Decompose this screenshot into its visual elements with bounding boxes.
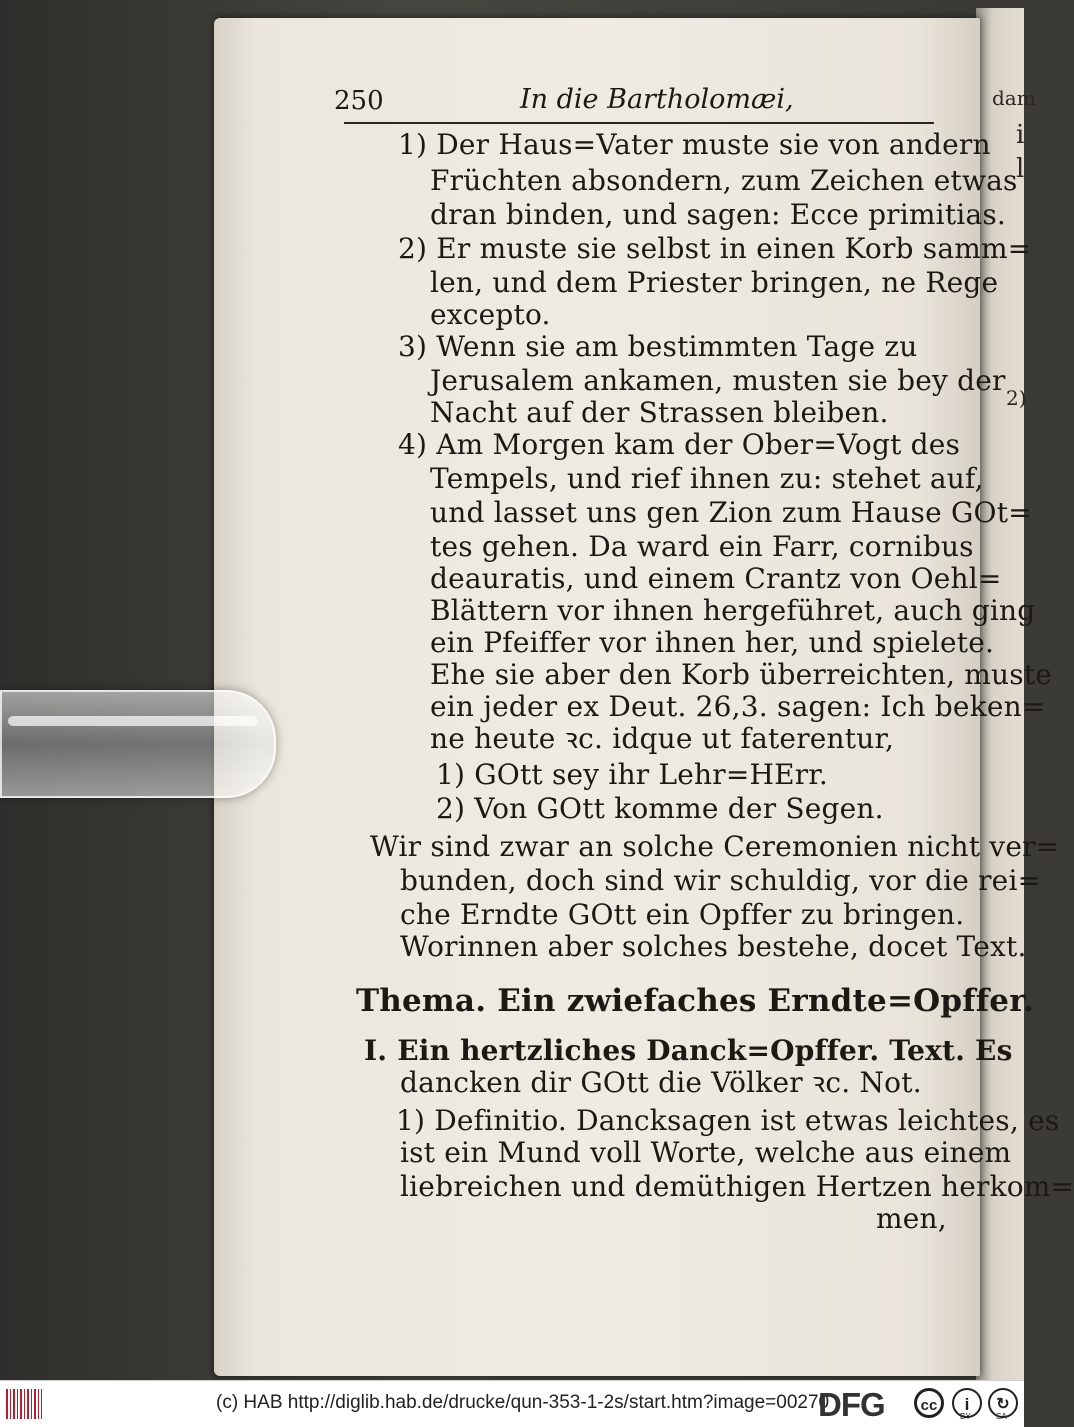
text-line: 4) Am Morgen kam der Ober=Vogt des xyxy=(398,428,961,461)
text-line: Tempels, und rief ihnen zu: stehet auf, xyxy=(430,462,984,495)
hab-barcode-logo xyxy=(6,1389,42,1419)
running-title: In die Bartholomæi, xyxy=(520,84,794,115)
text-line: 3) Wenn sie am bestimmten Tage zu xyxy=(398,330,918,363)
dfg-logo: DFG xyxy=(818,1386,885,1423)
viewer-footer xyxy=(0,1380,1024,1427)
text-line: 2) Er muste sie selbst in einen Korb samm= xyxy=(398,232,1032,265)
text-line: 1) Definitio. Dancksagen ist etwas leichtes, es xyxy=(396,1104,1060,1137)
by-icon: i xyxy=(952,1388,982,1418)
catchword: men, xyxy=(876,1202,947,1235)
text-line: Worinnen aber solches bestehe, docet Text. xyxy=(400,930,1027,963)
clip-highlight xyxy=(8,716,258,726)
sa-label: SA xyxy=(996,1412,1007,1421)
cc-icon: cc xyxy=(914,1388,944,1418)
header-rule xyxy=(344,122,934,124)
text-line: und lasset uns gen Zion zum Hause GOt= xyxy=(430,496,1032,529)
text-line: 1) GOtt sey ihr Lehr=HErr. xyxy=(436,758,828,791)
text-line: liebreichen und demüthigen Hertzen herkom= xyxy=(400,1170,1074,1203)
text-line: tes gehen. Da ward ein Farr, cornibus xyxy=(430,530,974,563)
glass-page-clip xyxy=(0,690,276,798)
footer-credit[interactable]: (c) HAB http://diglib.hab.de/drucke/qun-353-1-2s/start.htm?image=00270 xyxy=(216,1392,830,1413)
text-line: Blättern vor ihnen hergeführet, auch ging xyxy=(430,594,1036,627)
text-line: ein jeder ex Deut. 26,3. sagen: Ich beken= xyxy=(430,690,1046,723)
text-line: ein Pfeiffer vor ihnen her, und spielete. xyxy=(430,626,995,659)
text-line: dran binden, und sagen: Ecce primitias. xyxy=(430,198,1007,231)
text-line: ist ein Mund voll Worte, welche aus einem xyxy=(400,1136,1012,1169)
sa-icon: ↻ xyxy=(988,1388,1018,1418)
text-line: Nacht auf der Strassen bleiben. xyxy=(430,396,889,429)
next-page-fragment: l xyxy=(1016,154,1025,184)
text-line: len, und dem Priester bringen, ne Rege xyxy=(430,266,999,299)
text-line: dancken dir GOtt die Völker ꝛc. Not. xyxy=(400,1066,922,1099)
text-line: 2) Von GOtt komme der Segen. xyxy=(436,792,884,825)
text-line: 1) Der Haus=Vater muste sie von andern xyxy=(398,128,991,161)
text-line: Ehe sie aber den Korb überreichten, muste xyxy=(430,658,1053,691)
text-line: deauratis, und einem Crantz von Oehl= xyxy=(430,562,1002,595)
next-page-fragment: dam xyxy=(992,86,1036,110)
text-line: ne heute ꝛc. idque ut faterentur, xyxy=(430,722,895,755)
next-page-fragment: i xyxy=(1016,120,1025,150)
text-line: Wir sind zwar an solche Ceremonien nicht ver= xyxy=(370,830,1060,863)
text-line: bunden, doch sind wir schuldig, vor die rei= xyxy=(400,864,1042,897)
text-line: Jerusalem ankamen, musten sie bey der xyxy=(430,364,1006,397)
section-heading: I. Ein hertzliches Danck=Opffer. Text. Es xyxy=(364,1034,1013,1067)
next-page-fragment: 2) xyxy=(1006,386,1027,410)
text-line: excepto. xyxy=(430,298,551,331)
page-number: 250 xyxy=(334,86,384,116)
text-line: Früchten absondern, zum Zeichen etwas xyxy=(430,164,1018,197)
thema-heading: Thema. Ein zwiefaches Erndte=Opffer. xyxy=(356,983,1034,1019)
by-label: BY xyxy=(960,1412,971,1421)
text-line: che Erndte GOtt ein Opffer zu bringen. xyxy=(400,898,965,931)
